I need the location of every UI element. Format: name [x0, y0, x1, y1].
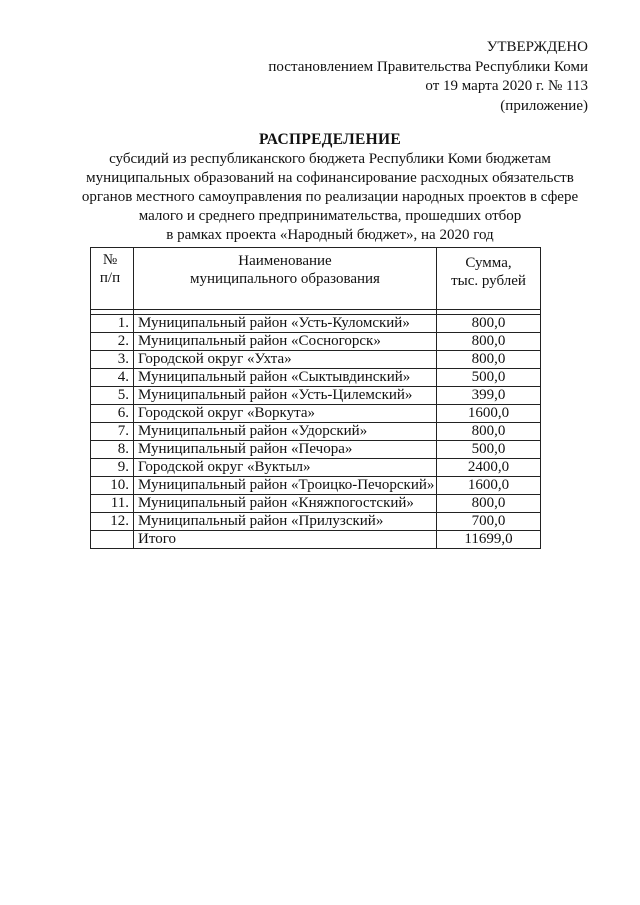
row-municipality: Муниципальный район «Усть-Куломский» [134, 315, 437, 333]
header-number [91, 248, 134, 310]
row-municipality: Муниципальный район «Троицко-Печорский» [134, 477, 437, 495]
table-row [91, 459, 541, 477]
row-number: 12. [91, 513, 134, 531]
row-number: 5. [91, 387, 134, 405]
header-name [134, 248, 437, 310]
table-total-row [91, 531, 541, 549]
row-number: 2. [91, 333, 134, 351]
header-name-line: Наименование [238, 253, 332, 269]
row-sum: 1600,0 [437, 477, 541, 495]
row-municipality: Муниципальный район «Усть-Цилемский» [134, 387, 437, 405]
distribution-table [90, 247, 541, 549]
row-sum: 700,0 [437, 513, 541, 531]
row-sum: 500,0 [437, 441, 541, 459]
row-sum: 2400,0 [437, 459, 541, 477]
table-header-row [91, 248, 541, 310]
row-municipality: Муниципальный район «Княжпогостский» [134, 495, 437, 513]
row-sum: 800,0 [437, 495, 541, 513]
table-row [91, 513, 541, 531]
table-row [91, 477, 541, 495]
row-municipality: Муниципальный район «Печора» [134, 441, 437, 459]
header-sum-line: Сумма, [465, 255, 512, 271]
row-municipality: Муниципальный район «Удорский» [134, 423, 437, 441]
row-number: 7. [91, 423, 134, 441]
header-sum-line: тыс. рублей [451, 273, 526, 289]
row-municipality: Городской округ «Вуктыл» [134, 459, 437, 477]
approval-appendix-note: (приложение) [500, 97, 588, 114]
table-row [91, 369, 541, 387]
row-sum: 800,0 [437, 315, 541, 333]
table-row [91, 495, 541, 513]
row-sum: 1600,0 [437, 405, 541, 423]
total-number [91, 531, 134, 549]
title-line: субсидий из республиканского бюджета Республики Коми бюджетам [109, 151, 551, 167]
row-number: 9. [91, 459, 134, 477]
header-name-line: муниципального образования [190, 271, 380, 287]
row-sum: 800,0 [437, 423, 541, 441]
row-number: 10. [91, 477, 134, 495]
row-number: 3. [91, 351, 134, 369]
table-row [91, 351, 541, 369]
approval-date-number: от 19 марта 2020 г. № 113 [425, 78, 588, 94]
title-line: органов местного самоуправления по реализации народных проектов в сфере [81, 189, 579, 205]
title-line: малого и среднего предпринимательства, прошедших отбор [138, 208, 522, 224]
row-municipality: Муниципальный район «Сыктывдинский» [134, 369, 437, 387]
row-sum: 800,0 [437, 351, 541, 369]
table-row [91, 387, 541, 405]
row-municipality: Муниципальный район «Прилузский» [134, 513, 437, 531]
table-row [91, 333, 541, 351]
title-line: в рамках проекта «Народный бюджет», на 2020 год [166, 227, 494, 243]
approval-resolution: постановлением Правительства Республики Коми [268, 58, 588, 75]
row-sum: 399,0 [437, 387, 541, 405]
table-row [91, 315, 541, 333]
row-number: 4. [91, 369, 134, 387]
table-row [91, 441, 541, 459]
row-municipality: Городской округ «Воркута» [134, 405, 437, 423]
row-number: 6. [91, 405, 134, 423]
header-number-line: № [102, 252, 118, 268]
row-number: 11. [91, 495, 134, 513]
row-number: 8. [91, 441, 134, 459]
document-title [62, 130, 598, 245]
row-municipality: Городской округ «Ухта» [134, 351, 437, 369]
title-line: муниципальных образований на софинансирование расходных обязательств [86, 170, 574, 186]
row-sum: 500,0 [437, 369, 541, 387]
table-row [91, 405, 541, 423]
total-label: Итого [134, 531, 437, 549]
row-number: 1. [91, 315, 134, 333]
total-sum: 11699,0 [437, 531, 541, 549]
header-sum [437, 248, 541, 310]
approval-stamp [268, 38, 588, 116]
header-number-line: п/п [99, 270, 121, 286]
table-row [91, 423, 541, 441]
document-heading: РАСПРЕДЕЛЕНИЕ [259, 131, 401, 148]
row-municipality: Муниципальный район «Сосногорск» [134, 333, 437, 351]
approval-heading: УТВЕРЖДЕНО [486, 39, 588, 55]
row-sum: 800,0 [437, 333, 541, 351]
